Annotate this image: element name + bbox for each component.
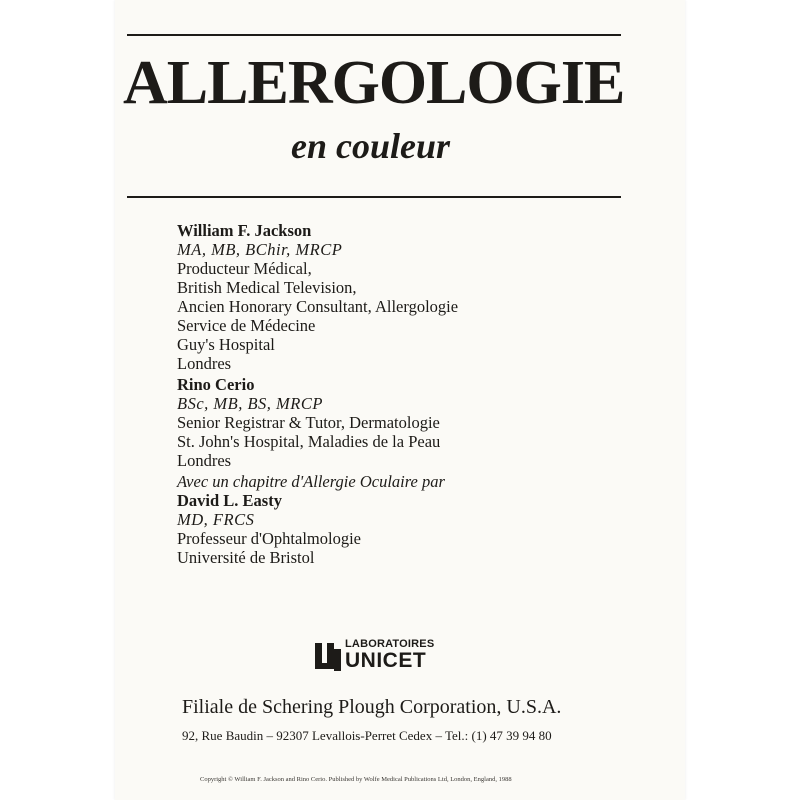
- book-title: ALLERGOLOGIE: [123, 49, 625, 117]
- logo-unicet: UNICET: [345, 649, 427, 672]
- author-qualifications: MA, MB, BChir, MRCP: [177, 240, 343, 259]
- author-affiliation-line: Service de Médecine: [177, 316, 316, 335]
- author-affiliation-line: Londres: [177, 354, 232, 373]
- author-affiliation-line: Ancien Honorary Consultant, Allergologie: [177, 297, 459, 316]
- book-subtitle: en couleur: [291, 126, 451, 166]
- author-affiliation-line: St. John's Hospital, Maladies de la Peau: [177, 432, 441, 451]
- publisher-filiale: Filiale de Schering Plough Corporation, U.S.A.: [182, 696, 562, 718]
- title-page: [115, 0, 685, 800]
- bottom-rule: [127, 196, 621, 198]
- author-affiliation-line: Guy's Hospital: [177, 335, 275, 354]
- author-block-jackson: [177, 221, 458, 373]
- publisher-address: 92, Rue Baudin – 92307 Levallois-Perret Cedex – Tel.: (1) 47 39 94 80: [182, 728, 552, 743]
- author-block-cerio: [177, 375, 440, 470]
- copyright-notice: Copyright © William F. Jackson and Rino Cerio. Published by Wolfe Medical Publications Ltd, London, England, 1988: [200, 776, 512, 783]
- top-rule: [127, 34, 621, 36]
- author-affiliation-line: Professeur d'Ophtalmologie: [177, 529, 361, 548]
- author-affiliation-line: Londres: [177, 451, 232, 470]
- author-affiliation-line: Producteur Médical,: [177, 259, 312, 278]
- logo-laboratoires: LABORATOIRES: [345, 638, 435, 650]
- unicet-logo-icon: [313, 641, 343, 673]
- author-qualifications: BSc, MB, BS, MRCP: [177, 394, 323, 413]
- author-name: David L. Easty: [177, 491, 282, 510]
- author-qualifications: MD, FRCS: [177, 510, 255, 529]
- author-affiliation-line: British Medical Television,: [177, 278, 357, 297]
- unicet-logo: [313, 636, 453, 676]
- author-affiliation-line: Université de Bristol: [177, 548, 315, 567]
- author-block-easty: [177, 472, 445, 567]
- author-name: William F. Jackson: [177, 221, 312, 240]
- chapter-intro: Avec un chapitre d'Allergie Oculaire par: [177, 472, 445, 491]
- author-affiliation-line: Senior Registrar & Tutor, Dermatologie: [177, 413, 440, 432]
- author-name: Rino Cerio: [177, 375, 255, 394]
